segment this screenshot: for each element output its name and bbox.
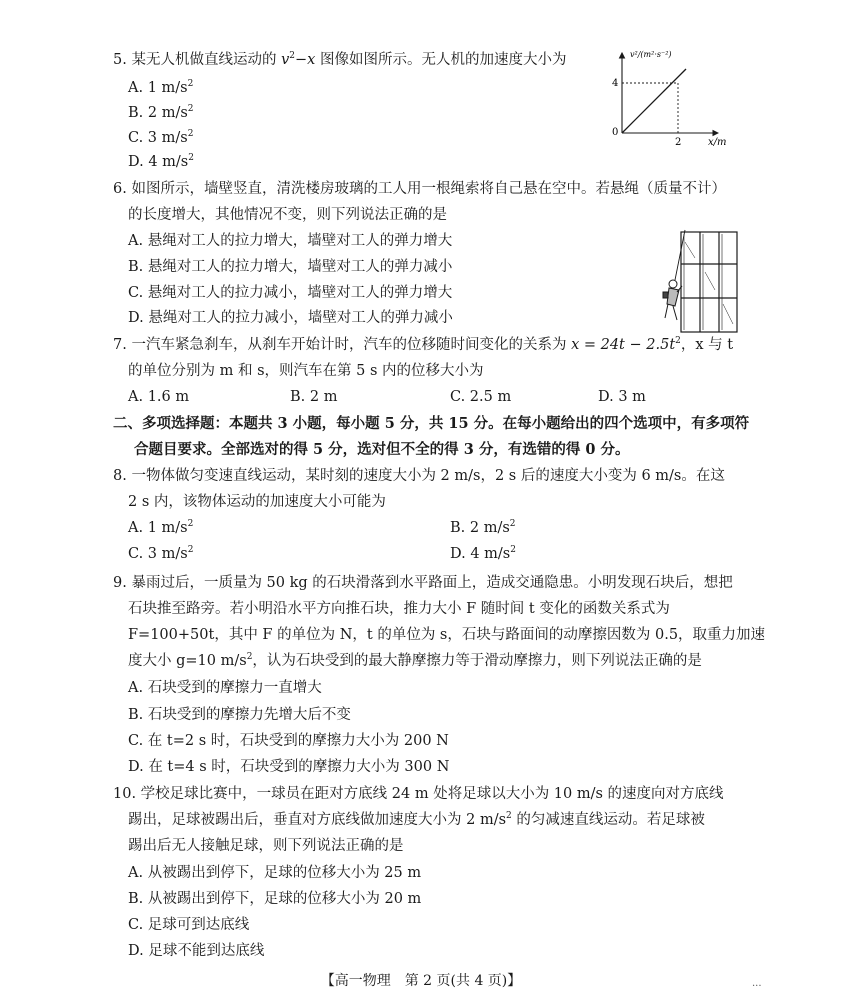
q10-stem-line1: 10. 学校足球比赛中，一球员在距对方底线 24 m 处将足球以大小为 10 m/s 的速度向对方底线 [113, 786, 724, 802]
q6-stem-line1: 6. 如图所示，墙壁竖直，清洗楼房玻璃的工人用一根绳索将自己悬在空中。若悬绳（质量不计） [113, 181, 726, 197]
q8-option-a: A. 1 $m/s^2$ [128, 519, 194, 536]
graph-data-line [622, 69, 686, 133]
graph-x-label: x/m [708, 137, 727, 147]
rope [675, 230, 685, 280]
graph-origin: 0 [612, 127, 619, 138]
q6-window-cleaner-figure [655, 228, 740, 336]
q5-option-d: D. 4 $m/s^2$ [128, 153, 194, 170]
corner-mark: ... [752, 978, 762, 989]
worker-icon [663, 280, 682, 320]
q6-option-d: D. 悬绳对工人的拉力减小，墙壁对工人的弹力减小 [128, 310, 453, 326]
page-footer: 【高一物理 第 2 页(共 4 页)】 [320, 973, 522, 989]
q8-stem-line2: 2 s 内，该物体运动的加速度大小可能为 [128, 494, 386, 510]
section2-heading-line1: 二、多项选择题：本题共 3 小题，每小题 5 分，共 15 分。在每小题给出的四个选项中，有多项符 [113, 415, 750, 432]
q10-stem-line2: 踢出，足球被踢出后，垂直对方底线做加速度大小为 2 $m/s^2$ 的匀减速直线运动。若足球被 [128, 811, 705, 828]
q9-stem-line1: 9. 暴雨过后，一质量为 50 kg 的石块滑落到水平路面上，造成交通隐患。小明发现石块后，想把 [113, 575, 733, 591]
graph-y-tick: 4 [612, 78, 619, 89]
q6-option-b: B. 悬绳对工人的拉力增大，墙壁对工人的弹力减小 [128, 259, 453, 275]
section2-heading-line2: 合题目要求。全部选对的得 5 分，选对但不全的得 3 分，有选错的得 0 分。 [134, 441, 630, 458]
q6-option-c: C. 悬绳对工人的拉力减小，墙壁对工人的弹力增大 [128, 285, 453, 301]
q7-option-c: C. 2.5 m [450, 389, 512, 405]
q9-stem-line2: 石块推至路旁。若小明沿水平方向推石块，推力大小 F 随时间 t 变化的函数关系式为 [128, 601, 670, 617]
q5-option-c: C. 3 $m/s^2$ [128, 129, 194, 146]
q7-option-a: A. 1.6 m [128, 389, 190, 405]
q10-option-b: B. 从被踢出到停下，足球的位移大小为 20 m [128, 891, 422, 907]
q9-stem-line4: 度大小 g=10 $m/s^2$，认为石块受到的最大静摩擦力等于滑动摩擦力，则下列说法正确的是 [128, 652, 702, 669]
q8-stem-line1: 8. 一物体做匀变速直线运动，某时刻的速度大小为 2 m/s，2 s 后的速度大小变为 6 m/s。在这 [113, 468, 725, 484]
q5-option-a: A. 1 $m/s^2$ [128, 79, 194, 96]
graph-y-label: v²/(m²·s⁻²) [630, 50, 672, 59]
q5-v2-x-graph [600, 45, 735, 147]
q9-option-b: B. 石块受到的摩擦力先增大后不变 [128, 707, 351, 723]
q5-stem: 5. 某无人机做直线运动的 $v^2-x$ 图像如图所示。无人机的加速度大小为 [113, 51, 567, 68]
q9-option-a: A. 石块受到的摩擦力一直增大 [128, 680, 322, 696]
q10-stem-line3: 踢出后无人接触足球，则下列说法正确的是 [128, 838, 404, 854]
q6-option-a: A. 悬绳对工人的拉力增大，墙壁对工人的弹力增大 [128, 233, 453, 249]
q9-option-d: D. 在 t=4 s 时，石块受到的摩擦力大小为 300 N [128, 759, 450, 775]
q9-stem-line3: F=100+50t，其中 F 的单位为 N，t 的单位为 s，石块与路面间的动摩擦因数为 0.5，取重力加速 [128, 627, 766, 643]
q6-stem-line2: 的长度增大，其他情况不变，则下列说法正确的是 [128, 207, 447, 223]
q8-option-b: B. 2 $m/s^2$ [450, 519, 516, 536]
q8-option-d: D. 4 $m/s^2$ [450, 545, 516, 562]
graph-x-tick: 2 [675, 137, 682, 147]
q7-option-b: B. 2 m [290, 389, 338, 405]
q7-stem-line1: 7. 一汽车紧急刹车，从刹车开始计时，汽车的位移随时间变化的关系为 $x = 24t - 2.5t^2$，x 与 t [113, 336, 734, 353]
q5-option-b: B. 2 $m/s^2$ [128, 104, 194, 121]
q10-option-c: C. 足球可到达底线 [128, 917, 250, 933]
wall-window-frame [681, 232, 737, 332]
q9-option-c: C. 在 t=2 s 时，石块受到的摩擦力大小为 200 N [128, 733, 449, 749]
q7-stem-line2: 的单位分别为 m 和 s，则汽车在第 5 s 内的位移大小为 [128, 363, 484, 379]
q10-option-d: D. 足球不能到达底线 [128, 943, 265, 959]
q8-option-c: C. 3 $m/s^2$ [128, 545, 194, 562]
q10-option-a: A. 从被踢出到停下，足球的位移大小为 25 m [128, 865, 422, 881]
q7-option-d: D. 3 m [598, 389, 646, 405]
